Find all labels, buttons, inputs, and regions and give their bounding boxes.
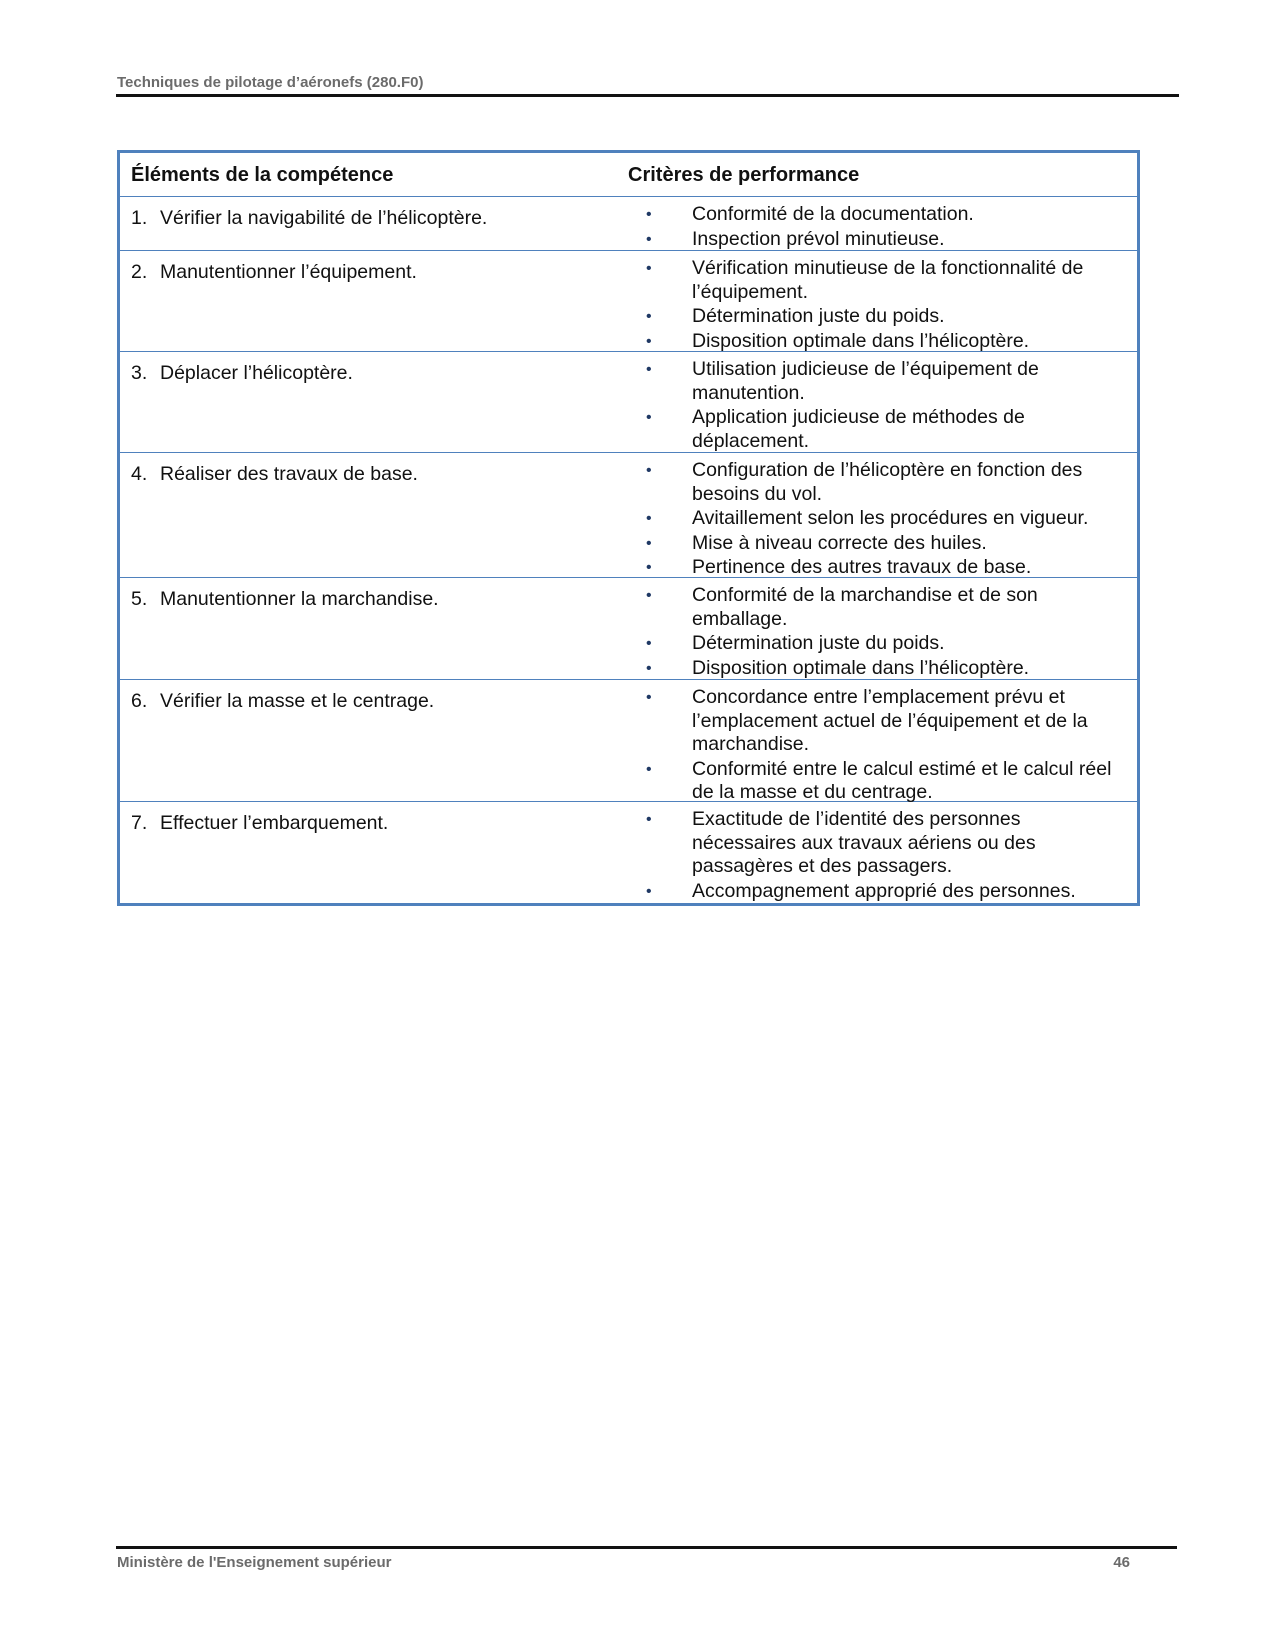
element-text: Vérifier la masse et le centrage. [160, 690, 435, 712]
criterion-item [628, 358, 1129, 405]
element-cell [120, 453, 628, 577]
criterion-item [628, 330, 1129, 354]
element-text: Effectuer l’embarquement. [160, 812, 389, 834]
competence-element [131, 802, 628, 835]
bullet-icon: • [646, 689, 652, 706]
element-number: 7. [131, 812, 148, 834]
element-cell [120, 802, 628, 903]
bullet-icon: • [646, 882, 652, 900]
page-number: 46 [1113, 1554, 1130, 1571]
bullet-icon: • [646, 659, 652, 677]
criteria-cell [628, 352, 1137, 452]
running-header: Techniques de pilotage d’aéronefs (280.F0) [117, 74, 424, 91]
table-row [120, 352, 1137, 453]
element-text: Déplacer l’hélicoptère. [160, 362, 353, 384]
bullet-icon: • [646, 206, 652, 223]
bullet-icon: • [646, 260, 652, 277]
element-cell [120, 680, 628, 801]
table-row [120, 802, 1137, 903]
column-header-criteria: Critères de performance [628, 164, 860, 186]
criterion-text: Inspection prévol minutieuse. [692, 227, 945, 250]
competence-element [131, 352, 628, 385]
criterion-text: Conformité de la documentation. [692, 203, 974, 225]
element-text: Réaliser des travaux de base. [160, 463, 418, 485]
element-text: Vérifier la navigabilité de l’hélicoptère. [160, 207, 488, 229]
criteria-list [628, 197, 1129, 258]
bullet-icon: • [646, 760, 652, 778]
criterion-item [628, 257, 1129, 304]
criteria-cell [628, 251, 1137, 351]
criteria-cell [628, 680, 1137, 801]
criterion-item [628, 228, 1129, 252]
criterion-text: Exactitude de l’identité des personnes nécessaires aux travaux aériens ou des passagères et des passagers. [692, 808, 1036, 877]
criterion-item [628, 406, 1129, 453]
element-cell [120, 578, 628, 679]
criteria-list [628, 680, 1129, 812]
criterion-text: Configuration de l’hélicoptère en fonction des besoins du vol. [692, 459, 1083, 505]
element-number: 5. [131, 588, 148, 610]
bullet-icon: • [646, 308, 652, 325]
bullet-icon: • [646, 462, 652, 479]
criterion-item [628, 808, 1129, 879]
criterion-item [628, 305, 1129, 329]
element-cell [120, 197, 628, 250]
criterion-text: Accompagnement approprié des personnes. [692, 879, 1076, 902]
criterion-text: Disposition optimale dans l’hélicoptère. [692, 329, 1030, 352]
criterion-item [628, 459, 1129, 506]
column-header-elements: Éléments de la compétence [131, 164, 394, 186]
element-number: 2. [131, 261, 148, 283]
criterion-item [628, 556, 1129, 580]
criterion-item [628, 203, 1129, 227]
bullet-icon: • [646, 559, 652, 576]
criterion-item [628, 632, 1129, 656]
criteria-cell [628, 453, 1137, 577]
criterion-text: Application judicieuse de méthodes de déplacement. [692, 406, 1025, 452]
criteria-list [628, 352, 1129, 460]
competence-table [117, 150, 1140, 906]
bullet-icon: • [646, 510, 652, 527]
criterion-text: Vérification minutieuse de la fonctionnalité de l’équipement. [692, 257, 1084, 303]
bullet-icon: • [646, 587, 652, 604]
criterion-item [628, 758, 1129, 805]
element-text: Manutentionner l’équipement. [160, 261, 417, 283]
criteria-list [628, 802, 1129, 910]
bullet-icon: • [646, 811, 652, 828]
competence-element [131, 197, 628, 230]
criterion-text: Mise à niveau correcte des huiles. [692, 531, 987, 554]
table-body [120, 197, 1137, 903]
table-row [120, 251, 1137, 352]
criterion-text: Conformité de la marchandise et de son emballage. [692, 584, 1038, 630]
bullet-icon: • [646, 409, 652, 426]
criterion-item [628, 507, 1129, 531]
table-row [120, 578, 1137, 680]
competence-element [131, 453, 628, 486]
criteria-cell [628, 802, 1137, 903]
criteria-list [628, 251, 1129, 360]
criterion-text: Disposition optimale dans l’hélicoptère. [692, 656, 1030, 679]
criterion-text: Conformité entre le calcul estimé et le calcul réel de la masse et du centrage. [692, 757, 1112, 803]
table-row [120, 680, 1137, 802]
competence-element [131, 251, 628, 284]
footer-publisher: Ministère de l'Enseignement supérieur [117, 1554, 392, 1571]
competence-element [131, 680, 628, 713]
element-cell [120, 251, 628, 351]
bullet-icon: • [646, 635, 652, 652]
bullet-icon: • [646, 361, 652, 378]
criterion-text: Pertinence des autres travaux de base. [692, 556, 1032, 578]
element-cell [120, 352, 628, 452]
table-row [120, 197, 1137, 251]
criterion-text: Concordance entre l’emplacement prévu et l’emplacement actuel de l’équipement et de la marchandise. [692, 686, 1088, 755]
criterion-text: Utilisation judicieuse de l’équipement de manutention. [692, 358, 1039, 404]
footer-rule [116, 1546, 1177, 1549]
element-number: 3. [131, 362, 148, 384]
criterion-text: Détermination juste du poids. [692, 305, 945, 327]
criteria-list [628, 578, 1129, 687]
competence-element [131, 578, 628, 611]
criteria-cell [628, 197, 1137, 250]
criteria-cell [628, 578, 1137, 679]
criterion-item [628, 657, 1129, 681]
bullet-icon: • [646, 332, 652, 350]
criterion-item [628, 686, 1129, 757]
element-number: 4. [131, 463, 148, 485]
bullet-icon: • [646, 534, 652, 552]
element-number: 6. [131, 690, 148, 712]
table-row [120, 453, 1137, 578]
criterion-item [628, 532, 1129, 556]
table-header [120, 153, 1137, 197]
element-number: 1. [131, 207, 148, 229]
criterion-item [628, 584, 1129, 631]
criterion-text: Avitaillement selon les procédures en vigueur. [692, 507, 1089, 529]
bullet-icon: • [646, 230, 652, 248]
criteria-list [628, 453, 1129, 587]
header-rule [116, 94, 1179, 97]
element-text: Manutentionner la marchandise. [160, 588, 439, 610]
criterion-item [628, 880, 1129, 904]
criterion-text: Détermination juste du poids. [692, 632, 945, 654]
